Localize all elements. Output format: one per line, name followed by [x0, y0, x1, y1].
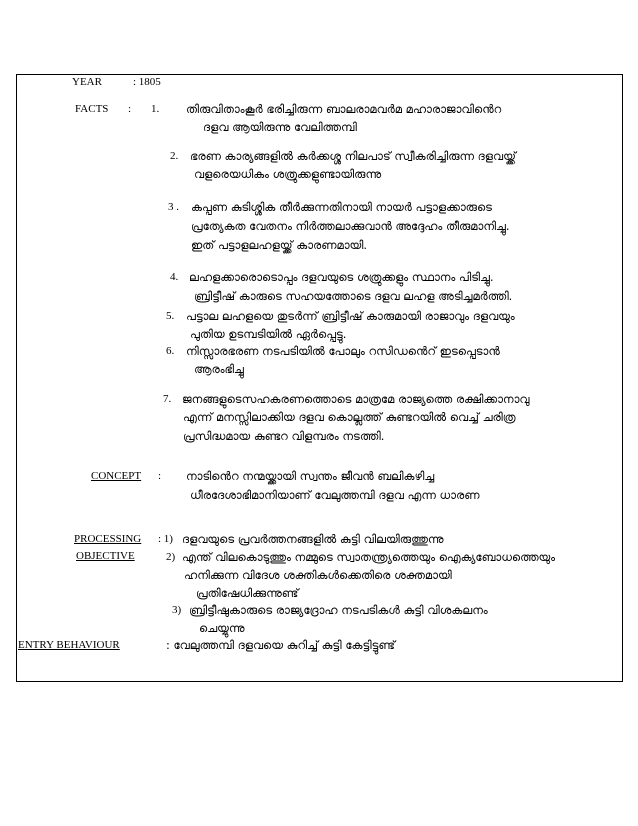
concept-label: CONCEPT — [91, 470, 142, 482]
objective-2-number: 2) — [166, 551, 176, 563]
fact-4-line-1: ലഹളക്കാരൊടൊപ്പം ദളവയുടെ ശത്രുക്കളും സ്ഥാനം പിടിച്ചു. — [189, 270, 494, 284]
entry-behaviour-label: ENTRY BEHAVIOUR — [18, 639, 120, 651]
objective-3-number: 3) — [172, 604, 182, 616]
fact-1-line-1: തിരുവിതാംകൂർ ഭരിച്ചിരുന്ന ബാലരാമവർമ മഹാരാജാവിൻെറ — [186, 102, 502, 116]
fact-3-line-2: പ്രത്യേകത വേതനം നിർത്തലാക്കുവാൻ അദ്ദേഹം തീരുമാനിച്ചു. — [191, 219, 510, 233]
concept-line-1: നാടിൻെറ നന്മയ്ക്കായി സ്വന്തം ജീവൻ ബലികഴിച്ച — [186, 469, 435, 483]
objective-3-line-1: ബ്രിട്ടീഷുകാരുടെ രാജ്യദ്രോഹ നടപടികൾ കുട്ടി വിശകലനം — [189, 603, 488, 617]
objective-3-line-2: ചെയ്യുന്നു — [199, 621, 245, 635]
fact-3-line-1: കപ്പണ കുടിശ്ശിക തീർക്കുന്നതിനായി നായർ പട്ടാളക്കാരുടെ — [191, 200, 492, 214]
fact-3-line-3: ഇത് പട്ടാളലഹളയ്ക്ക് കാരണമായി. — [191, 238, 367, 252]
fact-7-number: 7. — [163, 393, 172, 405]
fact-1-number: 1. — [151, 103, 160, 115]
fact-6-line-2: ആരംഭിച്ചു — [194, 362, 244, 376]
objective-2-line-2: ഹനിക്കുന്ന വിദേശ ശക്തികൾക്കെതിരെ ശക്തമായി — [184, 568, 452, 582]
fact-1-line-2: ദളവ ആയിരുന്നു വേലിത്തമ്പി — [203, 120, 357, 134]
fact-2-line-2: വളരെയധികം ശത്രുക്കളുണ്ടായിരുന്നു — [194, 167, 382, 181]
concept-line-2: ധീരദേശാഭിമാനിയാണ് വേലുത്തമ്പി ദളവ എന്ന ധാരണ — [190, 488, 480, 502]
facts-colon: : — [128, 103, 132, 115]
fact-5-number: 5. — [166, 310, 175, 322]
fact-6-line-1: നിസ്സാരഭരണ നടപടിയിൽ പോലും റസിഡൻെറ് ഇടപ്പെടാൻ — [186, 344, 500, 358]
objective-label: OBJECTIVE — [76, 550, 135, 562]
year-label: YEAR — [72, 76, 102, 88]
concept-colon: : — [158, 470, 162, 482]
fact-2-number: 2. — [170, 150, 179, 162]
objective-1-line-1: ദളവയുടെ പ്രവർത്തനങ്ങളിൽ കുട്ടി വിലയിരുത്തുന്നു — [182, 532, 444, 546]
objective-2-line-1: എന്ത് വിലകൊടുത്തും നമ്മുടെ സ്വാതന്ത്ര്യത്തെയും ഐക്യബോധത്തെയും — [182, 550, 556, 564]
year-value: : 1805 — [133, 76, 161, 88]
facts-label: FACTS — [75, 103, 109, 115]
fact-4-line-2: ബ്രിട്ടീഷ് കാരുടെ സഹയത്തോടെ ദളവ ലഹള അടിച്ചമർത്തി. — [194, 289, 513, 303]
fact-7-line-3: പ്രസിദ്ധമായ കുണ്ടറ വിളമ്പരം നടത്തി. — [183, 429, 385, 443]
fact-3-number: 3 . — [168, 201, 179, 213]
fact-6-number: 6. — [166, 345, 175, 357]
fact-5-line-1: പട്ടാല ലഹളയെ തുടർന്ന് ബ്രിട്ടീഷ് കാരുമായി രാജാവും ദളവയും — [186, 309, 515, 323]
fact-2-line-1: ഭരണ കാര്യങ്ങളിൽ കർക്കശ്ശ നിലപാട് സ്വീകരിച്ചിരുന്ന ദളവയ്ക്ക് — [190, 149, 516, 163]
fact-4-number: 4. — [170, 271, 179, 283]
objective-2-line-3: പ്രതിഷേധിക്കുന്നുണ്ട് — [196, 586, 299, 600]
document-frame — [16, 74, 623, 682]
processing-label: PROCESSING — [74, 533, 142, 545]
objective-1-number: : 1) — [158, 533, 173, 545]
entry-behaviour-text: : വേലുത്തമ്പി ദളവയെ കുറിച്ച് കുട്ടി കേട്ടിട്ടുണ്ട് — [166, 638, 396, 652]
fact-7-line-1: ജനങ്ങളുടെസഹകരണത്തൊടെ മാത്രമേ രാജ്യത്തെ രക്ഷിക്കാനാവു — [182, 392, 530, 406]
fact-5-line-2: പുതിയ ഉടമ്പടിയിൽ ഏർപ്പെട്ടു. — [190, 327, 347, 341]
fact-7-line-2: എന്ന് മനസ്സിലാക്കിയ ദളവ കൊല്ലത്ത് കുണ്ടറയിൽ വെച്ച് ചരിത്ര — [183, 410, 516, 424]
